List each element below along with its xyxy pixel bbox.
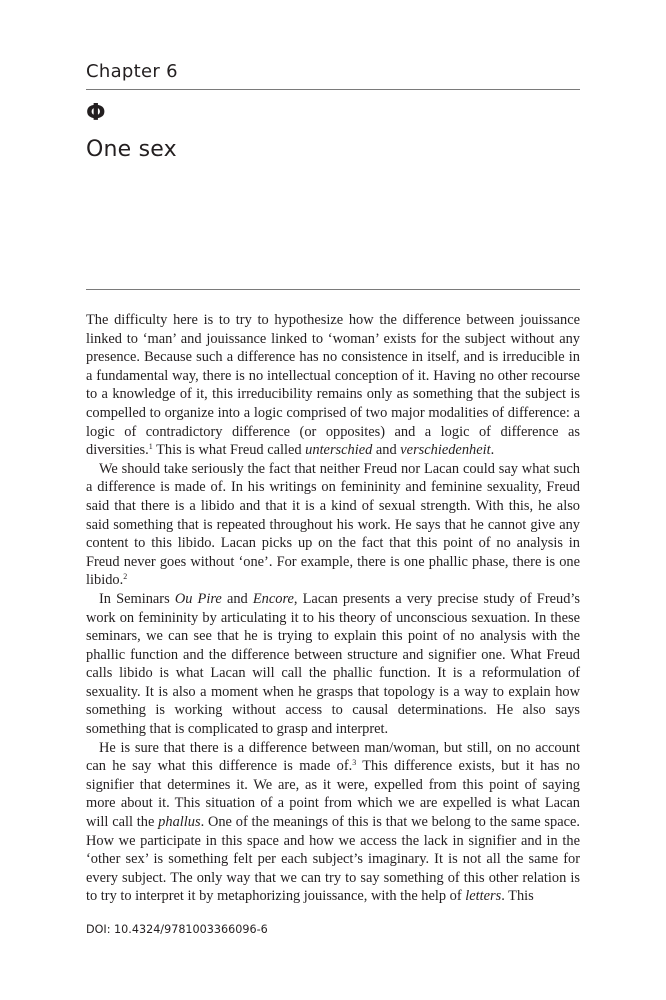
body-paragraph xyxy=(86,460,580,590)
paragraph-text: In Seminars xyxy=(99,590,175,607)
body-paragraph xyxy=(86,739,580,906)
paragraph-text: and xyxy=(372,442,401,459)
paragraph-text: and xyxy=(221,590,253,607)
italic-term: unterschied xyxy=(305,442,373,459)
chapter-body xyxy=(86,311,580,906)
chapter-symbol: Φ xyxy=(86,100,106,126)
header-rule-bottom xyxy=(86,289,580,290)
paragraph-text: He is sure that there is a difference between man/woman, but still, on no account can he say what this difference is made of. xyxy=(86,739,580,775)
chapter-label: Chapter 6 xyxy=(86,61,178,82)
paragraph-text: . One of the meanings of this is that we belong to the same space. How we participate in this space and how we access the lack in signifier and in the ‘other sex’ is something felt per each subject’s imaginary. It is not all the same for every subject. The only way that we can try to say something of this other relation is to try to interpret it by metaphorizing jouissance, with the help of xyxy=(86,814,580,905)
paragraph-text: This is what Freud called xyxy=(152,442,306,459)
paragraph-text: We should take seriously the fact that neither Freud nor Lacan could say what such a difference is made of. In his writings on femininity and feminine sexuality, Freud said that there is a libido and that it is a kind of sexual strength. With this, he also said something that is repeated throughout his work. He says that he cannot give any content to this libido. Lacan picks up on the fact that this point of no analysis in Freud never goes without ‘one’. For example, there is one phallic phase, there is one libido. xyxy=(86,460,580,589)
paragraph-text: This difference exists, but it has no signifier that determines it. We are, as it were, expelled from this point of saying more about it. This situation of a point from which we are expelled is what Lacan will call the xyxy=(86,758,580,831)
chapter-title: One sex xyxy=(86,137,177,162)
footnote-ref: 3 xyxy=(352,758,357,768)
body-paragraph xyxy=(86,590,580,739)
doi-footer: DOI: 10.4324/9781003366096-6 xyxy=(86,923,268,936)
italic-term: Ou Pire xyxy=(174,590,222,607)
italic-term: verschiedenheit xyxy=(400,442,491,459)
paragraph-text: The difficulty here is to try to hypothesize how the difference between jouissance linked to ‘man’ and jouissance linked to ‘woman’ exists for the subject without any presence. Because such a difference has no consistence in itself, and is irreducible in a fundamental way, there is no intellectual conception of it. Having no other recourse to a knowledge of it, this irreducibility remains only as something that the subject is compelled to organize into a logic comprised of two major modalities of difference: a logic of contradictory difference (or opposites) and a logic of difference as diversities. xyxy=(86,312,580,459)
footnote-ref: 2 xyxy=(123,572,128,582)
footnote-ref: 1 xyxy=(148,442,153,452)
body-paragraph xyxy=(86,311,580,460)
italic-term: Encore xyxy=(252,590,294,607)
italic-term: phallus xyxy=(158,814,201,831)
header-rule-top xyxy=(86,89,580,90)
paragraph-text: . This xyxy=(501,888,534,905)
italic-term: letters xyxy=(465,888,502,905)
paragraph-text: . xyxy=(490,442,495,459)
paragraph-text: , Lacan presents a very precise study of Freud’s work on femininity by articulating it to his theory of unconscious sexuation. In these seminars, we can see that he is trying to explain this point of no analysis with the phallic function and the difference between structure and signifier one. What Freud calls libido is what Lacan will call the phallic function. It is a reformulation of sexuality. It is also a moment when he grasps that topology is a way to explain how something is working without access to causal determinations. He also says something that is complicated to grasp and interpret. xyxy=(86,590,580,738)
